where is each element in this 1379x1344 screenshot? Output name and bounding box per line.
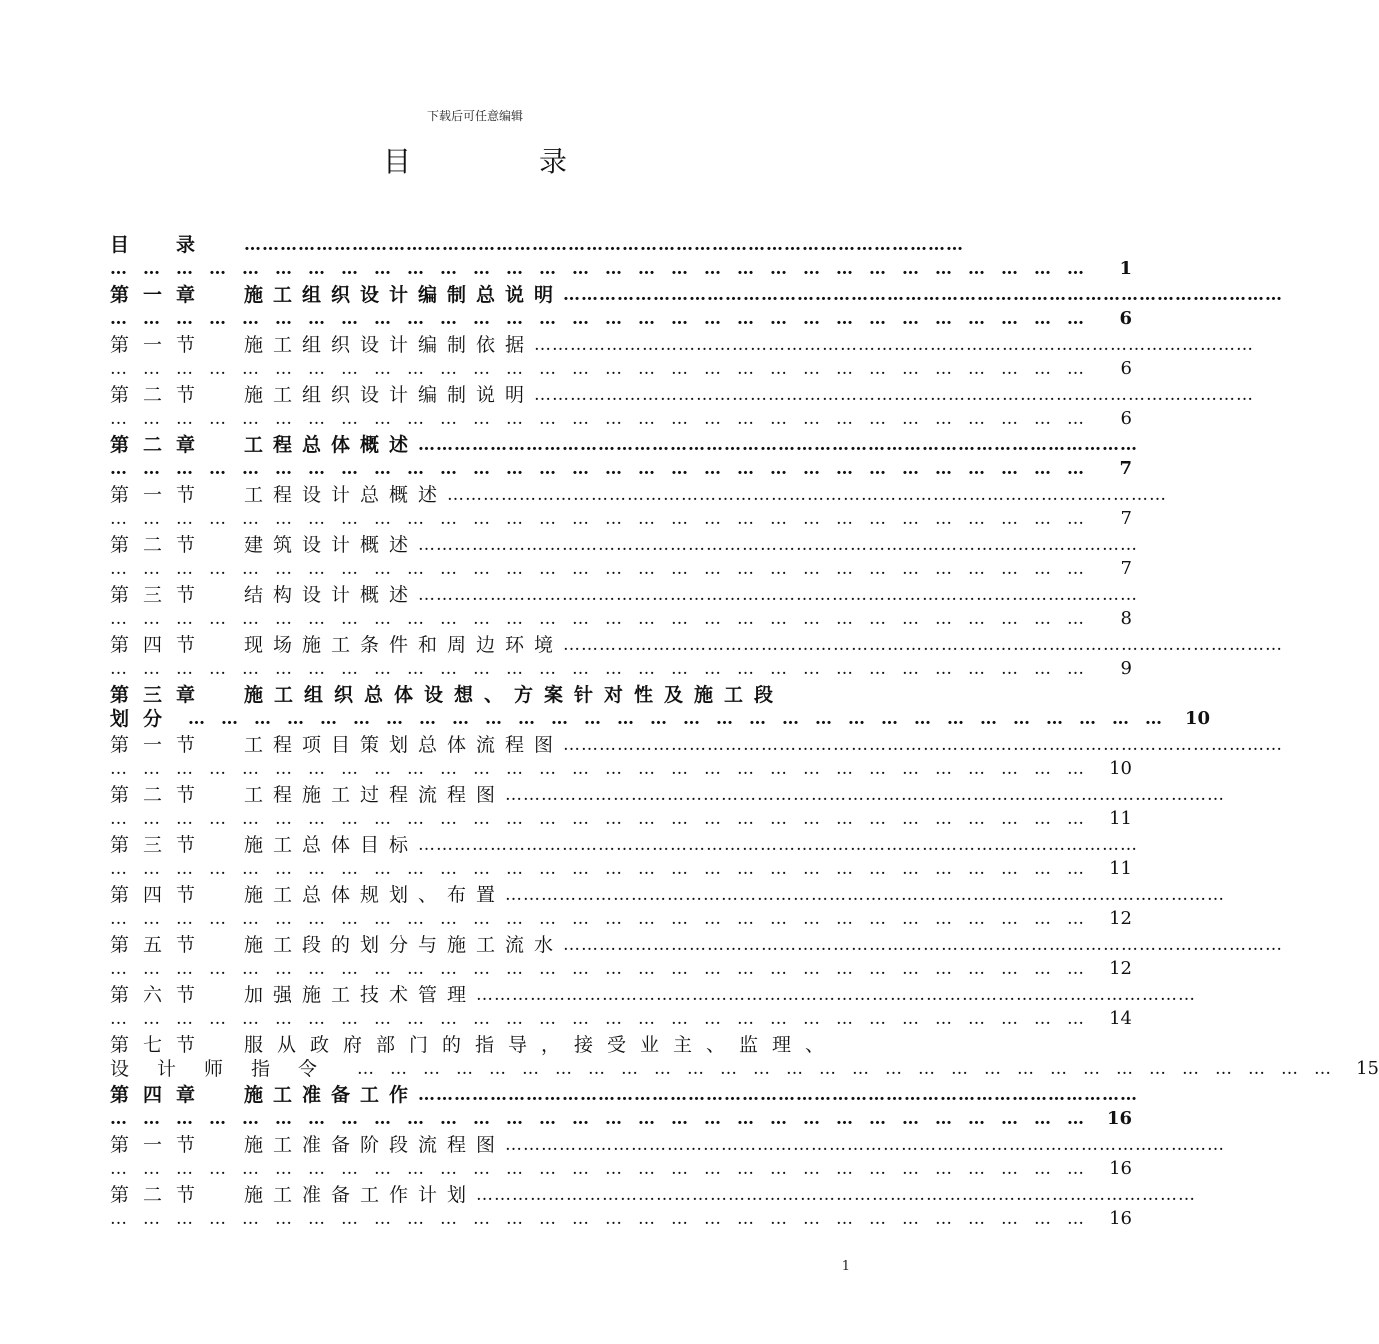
toc-leader-dots: …………………………………………………………………………………………………………: [505, 1135, 1226, 1155]
toc-page-number: 1: [1119, 258, 1132, 279]
toc-entry-title: 现场施工条件和周边环境: [244, 634, 564, 656]
toc-leader-dots: ………………………………………………………………………………: [110, 359, 1100, 379]
toc-entry-title: 施工准备工作: [244, 1084, 419, 1106]
toc-leader-dots: ………………………………………………………………………………: [110, 1209, 1100, 1229]
page-title: 目 录: [382, 145, 617, 178]
toc-entry-line: [110, 282, 1284, 308]
toc-entry-label: 第一节: [110, 334, 210, 356]
toc-page-number: 11: [1109, 808, 1132, 829]
toc-page-number: 7: [1119, 458, 1132, 479]
toc-page-number: 10: [1184, 708, 1211, 729]
toc-entry[interactable]: [110, 578, 1139, 629]
toc-leader-dots: …………………………………………………………………………………………………………: [534, 385, 1255, 405]
toc-entry-label: 第一节: [110, 484, 210, 506]
toc-entry-title: 工程设计总概述: [244, 484, 448, 506]
toc-leader-dots: …………………………………………………………………………………………………………: [418, 585, 1139, 605]
toc-entry-line: [110, 1132, 1226, 1158]
toc-entry[interactable]: [110, 928, 1284, 979]
toc-entry-label: 第四节: [110, 634, 210, 656]
toc-entry-label: 第一章: [110, 284, 210, 306]
toc-leader-dots: ………………………………………………………………………………: [110, 509, 1100, 529]
toc-entry[interactable]: [110, 328, 1255, 379]
toc-page-number: 12: [1109, 908, 1132, 929]
toc-entry-title: 施工总体规划、布置: [244, 884, 506, 906]
toc-entry-line: [110, 382, 1255, 408]
toc-entry-label: 第二节: [110, 384, 210, 406]
toc-entry-title: 建筑设计概述: [244, 534, 419, 556]
toc-leader-dots: ………………………………………………………………………………: [110, 559, 1100, 579]
toc-leader-dots: ………………………………………………………………………………: [110, 259, 1100, 279]
toc-entry-label: 第三节: [110, 584, 210, 606]
toc-page-number: 8: [1120, 608, 1132, 629]
toc-leader-dots: ………………………………………………………………………………: [110, 659, 1100, 679]
toc-entry-title: 施工组织设计编制说明: [244, 384, 535, 406]
toc-entry-line: [110, 732, 1284, 758]
toc-entry-label: 第四章: [110, 1084, 210, 1106]
toc-entry-label: 第二节: [110, 784, 210, 806]
toc-entry-line: [110, 232, 964, 258]
toc-leader-dots: ………………………………………………………………………………: [110, 609, 1100, 629]
toc-entry-line: [110, 632, 1284, 658]
toc-entry-line: [110, 782, 1226, 808]
toc-entry-title: 施工组织设计编制总说明: [244, 284, 564, 306]
toc-entry-title-continued: 划分: [110, 708, 177, 730]
toc-leader-dots: ………………………………………………………………………………: [110, 1109, 1100, 1129]
toc-entry[interactable]: [110, 1078, 1139, 1129]
toc-leader-dots: …………………………………………………………………………………………………………: [418, 435, 1139, 455]
toc-entry-label: 第三章: [110, 684, 210, 706]
toc-entry-title: 结构设计概述: [244, 584, 419, 606]
toc-page-number: 6: [1120, 408, 1132, 429]
toc-page-number: 7: [1120, 508, 1132, 529]
toc-leader-dots: ………………………………………………………………………………: [110, 1159, 1100, 1179]
toc-entry[interactable]: [110, 978, 1197, 1029]
toc-leader-dots: …………………………………………………………………………………………………………: [244, 235, 964, 255]
toc-entry[interactable]: [110, 628, 1284, 679]
toc-page-number: 16: [1106, 1108, 1132, 1129]
toc-leader-dots: …………………………………………………………………………………………………………: [505, 885, 1226, 905]
footer-page-number: 1: [841, 1259, 850, 1274]
toc-entry-label: 第三节: [110, 834, 210, 856]
toc-entry-title: 施工准备工作计划: [244, 1184, 477, 1206]
toc-entry[interactable]: [110, 778, 1226, 829]
toc-entry-label: 第六节: [110, 984, 210, 1006]
toc-entry-label: 第二章: [110, 434, 210, 456]
toc-entry-line: [110, 932, 1284, 958]
toc-page-number: 6: [1120, 358, 1132, 379]
toc-entry[interactable]: [110, 228, 1132, 279]
toc-entry[interactable]: [110, 478, 1168, 529]
toc-leader-dots: …………………………………………………………………………………………………………: [563, 635, 1284, 655]
toc-leader-dots: …………………………………………………………………………………………………………: [563, 285, 1284, 305]
toc-entry-label: 目 录: [110, 234, 210, 256]
toc-entry[interactable]: [110, 378, 1255, 429]
toc-entry-line: [110, 982, 1197, 1008]
toc-entry-title-continued: 设计师指令: [110, 1058, 346, 1080]
toc-page-number: 7: [1120, 558, 1132, 579]
toc-entry[interactable]: [110, 278, 1284, 329]
toc-entry-title: 施工段的划分与施工流水: [244, 934, 564, 956]
toc-entry-title: 施工准备阶段流程图: [244, 1134, 506, 1156]
toc-entry[interactable]: [110, 528, 1139, 579]
toc-page-number: 16: [1109, 1158, 1132, 1179]
toc-leader-dots: ………………………………………………………………………………: [110, 959, 1100, 979]
toc-entry-line: [110, 482, 1168, 508]
toc-entry-label: 第二节: [110, 1184, 210, 1206]
toc-leader-dots: ………………………………………………………………………………: [110, 859, 1100, 879]
toc-entry[interactable]: [110, 828, 1139, 879]
toc-entry[interactable]: [110, 1178, 1197, 1229]
toc-entry-line: [110, 682, 838, 708]
toc-entry-line: [110, 582, 1139, 608]
header-note: 下载后可任意编辑: [426, 109, 523, 123]
toc-entry-label: 第四节: [110, 884, 210, 906]
toc-leader-dots: …………………………………………………………………………………………………………: [447, 485, 1168, 505]
toc-entry-title: 工程施工过程流程图: [244, 784, 506, 806]
toc-leader-dots: …………………………………………………………………………………………………………: [563, 935, 1284, 955]
toc-entry-line: [110, 1207, 1132, 1231]
toc-entry-title: 工程项目策划总体流程图: [244, 734, 564, 756]
toc-page-number: 11: [1109, 858, 1132, 879]
toc-entry-line: [110, 832, 1139, 858]
toc-leader-dots: ………………………………………………………………………………: [110, 809, 1100, 829]
toc-entry[interactable]: [110, 428, 1139, 479]
toc-entry[interactable]: [110, 878, 1226, 929]
toc-entry[interactable]: [110, 1028, 1379, 1080]
toc-page-number: 10: [1109, 758, 1132, 779]
toc-leader-dots: ………………………………………………………………………………: [188, 709, 1179, 729]
toc-leader-dots: …………………………………………………………………………………………………………: [418, 1085, 1139, 1105]
toc-page-number: 15: [1356, 1058, 1379, 1079]
table-of-contents: [110, 228, 1379, 1229]
toc-leader-dots: ………………………………………………………………………………: [110, 409, 1100, 429]
toc-entry[interactable]: [110, 1128, 1226, 1179]
toc-leader-dots: …………………………………………………………………………………………………………: [418, 835, 1139, 855]
toc-entry-title: 施工组织设计编制依据: [244, 334, 535, 356]
toc-entry-label: 第二节: [110, 534, 210, 556]
toc-leader-dots: …………………………………………………………………………………………………………: [476, 1185, 1197, 1205]
toc-entry-label: 第七节: [110, 1034, 210, 1056]
toc-leader-dots: ………………………………………………………………………………: [110, 909, 1100, 929]
toc-entry-title: 施工总体目标: [244, 834, 419, 856]
toc-leader-dots: …………………………………………………………………………………………………………: [534, 335, 1255, 355]
toc-entry-label: 第一节: [110, 734, 210, 756]
toc-entry-line: [110, 332, 1255, 358]
toc-entry-title: 加强施工技术管理: [244, 984, 477, 1006]
toc-entry-line: [110, 882, 1226, 908]
toc-leader-dots: …………………………………………………………………………………………………………: [476, 985, 1197, 1005]
toc-page-number: 14: [1109, 1008, 1132, 1029]
toc-entry-label: 第五节: [110, 934, 210, 956]
toc-page-number: 9: [1120, 658, 1132, 679]
toc-leader-dots: …………………………………………………………………………………………………………: [418, 535, 1139, 555]
toc-leader-dots: ………………………………………………………………………………: [110, 309, 1100, 329]
toc-entry-label: 第一节: [110, 1134, 210, 1156]
toc-leader-dots: …………………………………………………………………………………………………………: [563, 735, 1284, 755]
toc-entry-title: 工程总体概述: [244, 434, 419, 456]
toc-entry-title: 服从政府部门的指导，接受业主、监理、: [244, 1034, 839, 1056]
toc-entry-line: [110, 1082, 1139, 1108]
toc-entry-line: [110, 1032, 838, 1058]
toc-leader-dots: ………………………………………………………………………………: [110, 759, 1100, 779]
toc-leader-dots: ………………………………………………………………………………: [357, 1059, 1348, 1079]
toc-entry-line: [110, 432, 1139, 458]
toc-leader-dots: ………………………………………………………………………………: [110, 1009, 1100, 1029]
toc-entry-line: [110, 532, 1139, 558]
toc-leader-dots: ………………………………………………………………………………: [110, 459, 1100, 479]
toc-page-number: 6: [1119, 308, 1132, 329]
toc-entry[interactable]: [110, 678, 1211, 730]
toc-page-number: 12: [1109, 958, 1132, 979]
toc-leader-dots: …………………………………………………………………………………………………………: [505, 785, 1226, 805]
toc-entry[interactable]: [110, 728, 1284, 779]
toc-page-number: 16: [1109, 1208, 1132, 1229]
toc-entry-title: 施工组织总体设想、方案针对性及施工段: [244, 684, 785, 706]
toc-entry-line: [110, 1182, 1197, 1208]
